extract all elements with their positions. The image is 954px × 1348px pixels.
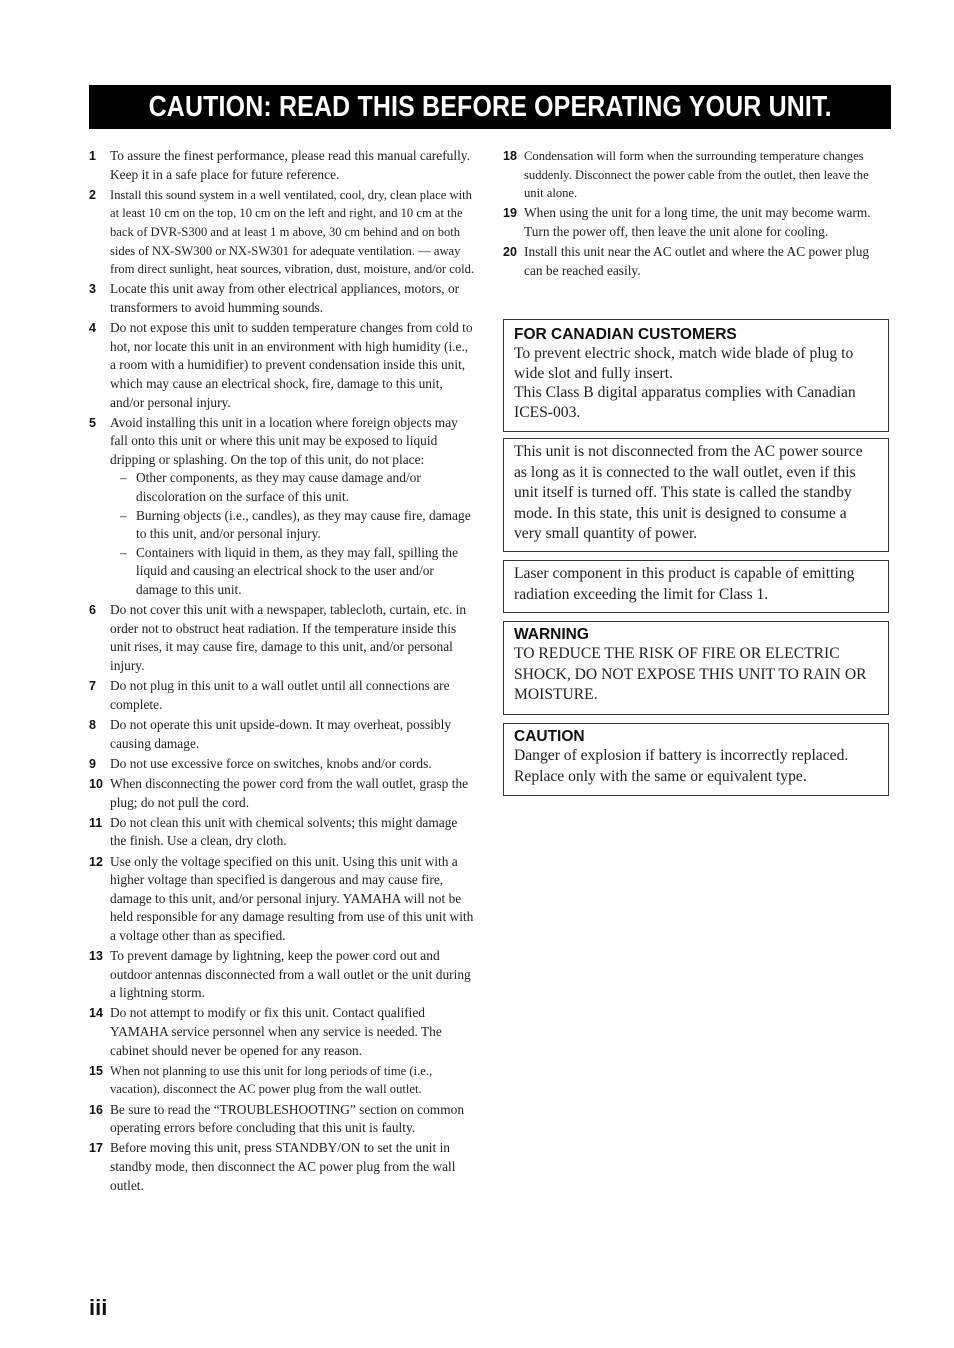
list-item <box>89 280 477 317</box>
item-number: 12 <box>89 854 103 869</box>
item-text: Do not expose this unit to sudden temperature changes from cold to hot, nor locate this unit in an environment with high humidity (i.e., a room with a humidifier) to prevent condensation inside this unit, which may cause an electrical shock, fire, damage to this unit, and/or personal injury. <box>110 320 473 410</box>
list-item <box>89 716 477 753</box>
standby-notice <box>503 438 889 552</box>
item-text: When not planning to use this unit for long periods of time (i.e., vacation), disconnect the AC power plug from the wall outlet. <box>110 1063 433 1097</box>
list-item <box>89 319 477 412</box>
item-text: Do not plug in this unit to a wall outlet until all connections are complete. <box>110 678 450 712</box>
item-number: 18 <box>503 149 517 163</box>
item-number: 7 <box>89 679 96 694</box>
notice-heading: WARNING <box>514 626 589 643</box>
sub-item-text: Burning objects (i.e., candles), as they may cause fire, damage to this unit, and/or personal injury. <box>136 507 471 542</box>
sub-item-text: Other components, as they may cause damage and/or discoloration on the surface of this unit. <box>136 470 421 505</box>
precautions-list-right <box>503 147 885 282</box>
notice-text: This Class B digital apparatus complies with Canadian ICES-003. <box>514 384 856 421</box>
item-text: Install this sound system in a well ventilated, cool, dry, clean place with at least 10 cm on the top, 10 cm on the left and right, and 10 cm at the back of DVR-S300 and at least 1 m above, 30 cm behind and on both sides of NX-SW300 or NX-SW301 for adequate ventilation. — away from direct sunlight, heat sources, vibration, dust, moisture, and/or cold. <box>110 187 475 277</box>
sub-item-text: Containers with liquid in them, as they may fall, spilling the liquid and causing an electrical shock to the user and/or damage to this unit. <box>136 544 459 598</box>
item-number: 13 <box>89 949 103 964</box>
item-number: 3 <box>89 282 96 297</box>
list-item <box>89 1101 477 1138</box>
canadian-customers-notice <box>503 319 889 432</box>
page-number: iii <box>89 1295 108 1320</box>
notice-text: TO REDUCE THE RISK OF FIRE OR ELECTRIC SHOCK, DO NOT EXPOSE THIS UNIT TO RAIN OR MOISTURE. <box>514 645 867 703</box>
notice-heading: FOR CANADIAN CUSTOMERS <box>514 326 737 343</box>
dash-bullet: – <box>120 470 127 486</box>
item-number: 17 <box>89 1141 103 1156</box>
list-item <box>89 1062 477 1099</box>
item-number: 8 <box>89 717 96 732</box>
warning-notice <box>503 621 889 715</box>
page-title-banner <box>89 85 891 129</box>
item-number: 20 <box>503 245 517 260</box>
notice-text: Laser component in this product is capable of emitting radiation exceeding the limit for Class 1. <box>514 565 855 603</box>
item-number: 11 <box>89 815 103 830</box>
item-number: 16 <box>89 1102 103 1117</box>
item-text: Before moving this unit, press STANDBY/ON to set the unit in standby mode, then disconnect the AC power plug from the wall outlet. <box>110 1140 456 1193</box>
item-text: Condensation will form when the surrounding temperature changes suddenly. Disconnect the power cable from the outlet, then leave the unit alone. <box>524 149 869 201</box>
laser-notice <box>503 560 889 613</box>
item-number: 4 <box>89 321 96 336</box>
list-item <box>89 186 477 279</box>
notice-heading: CAUTION <box>514 728 585 745</box>
list-item <box>89 947 477 1003</box>
item-text: To prevent damage by lightning, keep the power cord out and outdoor antennas disconnected from a wall outlet or the unit during a lightning storm. <box>110 948 471 1001</box>
page-title: CAUTION: READ THIS BEFORE OPERATING YOUR UNIT. <box>148 90 832 123</box>
list-item <box>89 775 477 812</box>
item-number: 15 <box>89 1063 103 1078</box>
item-text: Do not attempt to modify or fix this unit. Contact qualified YAMAHA service personnel when any service is needed. The cabinet should never be opened for any reason. <box>110 1005 442 1058</box>
list-item <box>503 243 885 280</box>
list-item <box>89 414 477 600</box>
item-text: Locate this unit away from other electrical appliances, motors, or transformers to avoid humming sounds. <box>110 281 460 315</box>
notice-text: This unit is not disconnected from the AC power source as long as it is connected to the wall outlet, even if this unit itself is turned off. This state is called the standby mode. In this state, this unit is designed to consume a very small quantity of power. <box>514 443 863 542</box>
sub-item <box>110 544 477 600</box>
item-text: Do not clean this unit with chemical solvents; this might damage the finish. Use a clean, dry cloth. <box>110 814 458 849</box>
precautions-list-left <box>89 147 477 1197</box>
list-item <box>89 677 477 714</box>
item-number: 5 <box>89 415 96 430</box>
notice-text: Danger of explosion if battery is incorrectly replaced. Replace only with the same or equivalent type. <box>514 747 849 785</box>
list-item <box>503 204 885 241</box>
item-text: Do not operate this unit upside-down. It may overheat, possibly causing damage. <box>110 716 452 751</box>
item-text: Install this unit near the AC outlet and where the AC power plug can be reached easily. <box>524 244 870 278</box>
item-text: Do not cover this unit with a newspaper, tablecloth, curtain, etc. in order not to obstruct heat radiation. If the temperature inside this unit rises, it may cause fire, damage to this unit, and/or personal injury. <box>110 602 467 673</box>
list-item <box>89 814 477 851</box>
list-item <box>89 1139 477 1195</box>
dash-bullet: – <box>120 507 127 523</box>
dash-bullet: – <box>120 544 127 560</box>
list-item <box>89 601 477 675</box>
item-number: 19 <box>503 206 517 221</box>
list-item <box>89 1004 477 1060</box>
item-number: 1 <box>89 149 96 163</box>
sub-item <box>110 469 477 506</box>
notice-text: To prevent electric shock, match wide blade of plug to wide slot and fully insert. <box>514 345 854 382</box>
item-text: To assure the finest performance, please read this manual carefully. Keep it in a safe place for future reference. <box>110 148 470 182</box>
item-text: Be sure to read the “TROUBLESHOOTING” section on common operating errors before concluding that this unit is faulty. <box>110 1101 465 1136</box>
list-item <box>503 147 885 203</box>
item-number: 6 <box>89 603 96 618</box>
item-text: Use only the voltage specified on this unit. Using this unit with a higher voltage than specified is dangerous and may cause fire, damage to this unit, and/or personal injury. YAMAHA will not be held responsible for any damage resulting from use of this unit with a voltage other than as specified. <box>110 853 474 943</box>
item-text: When disconnecting the power cord from the wall outlet, grasp the plug; do not pull the cord. <box>110 775 469 810</box>
list-item <box>89 755 477 774</box>
item-text: Avoid installing this unit in a location where foreign objects may fall onto this unit or where this unit may be exposed to liquid dripping or splashing. On the top of this unit, do not place: <box>110 414 458 467</box>
sub-item <box>110 507 477 544</box>
item-text: When using the unit for a long time, the unit may become warm. Turn the power off, then leave the unit alone for cooling. <box>524 205 871 239</box>
list-item <box>89 147 477 184</box>
item-number: 2 <box>89 187 96 202</box>
item-number: 9 <box>89 756 96 771</box>
list-item <box>89 853 477 946</box>
caution-notice <box>503 723 889 796</box>
item-number: 10 <box>89 776 103 791</box>
item-number: 14 <box>89 1006 103 1021</box>
item-text: Do not use excessive force on switches, knobs and/or cords. <box>110 755 432 771</box>
